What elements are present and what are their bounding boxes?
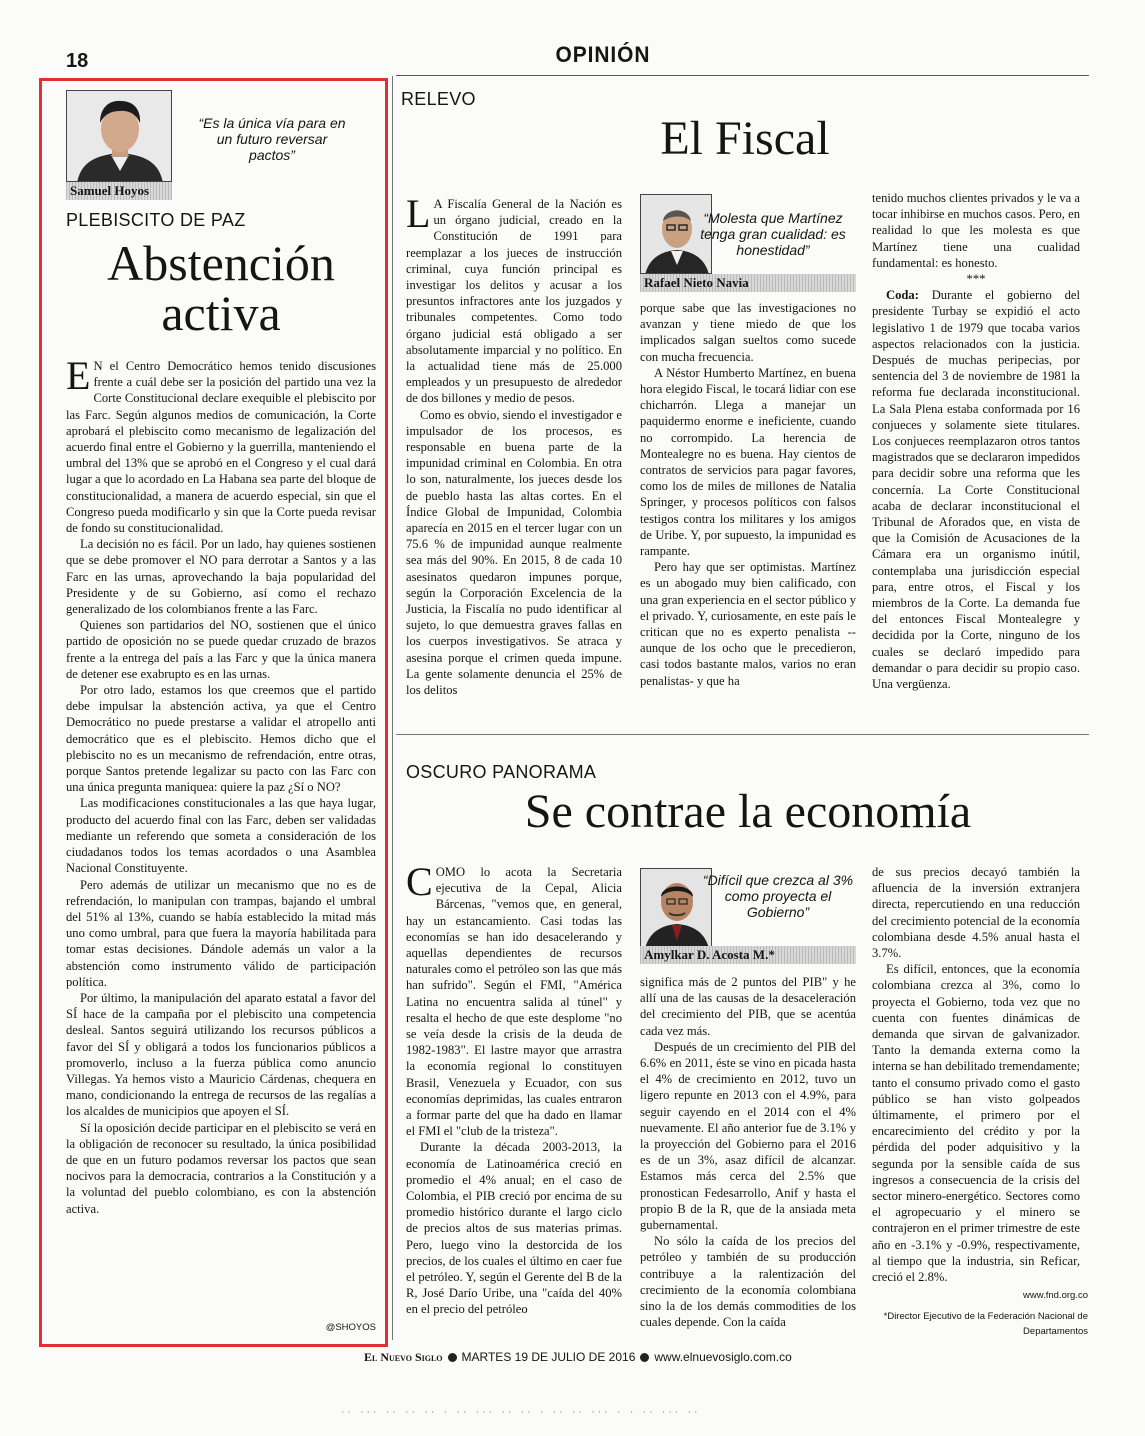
- kicker-plebiscito: PLEBISCITO DE PAZ: [66, 210, 246, 230]
- paragraph: Las modificaciones constitucionales a las que haya lugar, producto del acuerdo final con las Farc, deben ser validadas mediante un referendo que someta a consideración de los ciudadanos todos los temas acordados o una Asamblea Nacional Constituyente.: [66, 796, 376, 876]
- paragraph: Durante el gobierno del presidente Turbay se expidió el acto legislativo 1 de 1979 que tocaba varios aspectos relacionados con la justicia. Después de muchas peripecias, por sentencia del 3 de noviembre de 1981 la reforma fue declarada inconstitucional. La Sala Plena estaba conformada por 16 conjueces y solamente siete titulares. Los conjueces reemplazaron otros tantos magistrados que se declararon impedidos para decidir sobre una reforma que les concernía. La Corte Constitucional acaba de declarar inconstitucional el Tribunal de Aforados que, en vista de que la Comisión de Acusaciones de la Cámara era un organismo inútil, contemplaba una jurisdicción especial para, entre otros, el Fiscal y los miembros de la Corte. La demanda fue del entonces Fiscal Montealegre y decidida por la Corte, ninguno de los cuales se declaró impedido para demandar o para decidir su propio caso. Una vergüenza.: [872, 288, 1080, 692]
- paragraph: Quienes son partidarios del NO, sostienen que el único partido de oposición no se puede quedar cruzado de brazos frente a la entrega del país a las Farc y que la única manera de detener ese exabrupto es en las urnas.: [66, 618, 376, 681]
- fiscal-column-1: [406, 191, 622, 698]
- paragraph: Por último, la manipulación del aparato estatal a favor del SÍ hace de la campaña por el plebiscito una competencia desleal. Santos seguirá utilizando los recursos públicos a favor del SÍ y obligará a todos los funcionarios públicos a promoverlo, incluso a la fuerza pública como anuncio Villegas. Ya hemos visto a Mauricio Cárdenas, chequera en mano, condicionando la entrega de recursos de las regalías a los alcaldes de municipios que apoyen el SÍ.: [66, 990, 376, 1119]
- fiscal-column-3: [872, 190, 1080, 692]
- top-rule: [396, 75, 1089, 76]
- paragraph: Después de un crecimiento del PIB del 6.6% en 2011, éste se vino en picada hasta el 4% de crecimiento en 2012, tuvo un ligero repunte en 2013 con el 4.9%, para seguir cayendo en el 2014 con el 4% nuevamente. El año anterior fue de 3.1% y la proyección del Gobierno para el 2016 es de un 3%, asaz difícil de alcanzar. Estamos más cerca del 2.5% que pronostican Fedesarrollo, Anif y hasta el propio B de la R, que de la ansiada meta gubernamental.: [640, 1039, 856, 1233]
- column-divider: [392, 76, 393, 1340]
- kicker-relevo: RELEVO: [401, 89, 476, 109]
- headline-line-2: activa: [161, 285, 281, 341]
- footer-url[interactable]: www.elnuevosiglo.com.co: [654, 1350, 792, 1364]
- paragraph: Durante la década 2003-2013, la economía de Latinoamérica creció en promedio el 4% anual; en el caso de Colombia, el PIB creció por encima de su promedio histórico durante el largo ciclo de precios altos de sus materias primas. Pero, luego vino la destorcida de los precios, de los cuales el último en caer fue el petróleo. Y, según el Gerente del B de la R, José Darío Uribe, una "caída del 40% en el precio del petróleo: [406, 1140, 622, 1317]
- footnote-line-2: Departamentos: [1023, 1326, 1088, 1337]
- footer-date: MARTES 19 DE JULIO DE 2016: [461, 1350, 636, 1364]
- bullet-icon: [640, 1353, 649, 1362]
- dropcap: C: [406, 859, 433, 904]
- section-divider: [396, 734, 1089, 735]
- economy-column-1: [406, 859, 622, 1318]
- author-footnote: [860, 1309, 1088, 1339]
- economy-column-2: [640, 974, 856, 1330]
- paragraph: Como es obvio, siendo el investigador e impulsador de los procesos, es responsable en buena parte de la impunidad criminal en Colombia. En otra lo son, naturalmente, los jueces desde los de pueblo hasta las altas cortes. En el Índice Global de Impunidad, Colombia aparecía en 2015 en el tercer lugar con un 75.6 % de impunidad aunque realmente sea más del 90%. En 2015, 8 de cada 10 asesinatos quedaron impunes porque, según la Corporación Excelencia de la Justicia, la Fiscalía no pudo identificar al sujeto, lo que demuestra graves fallas en los cuerpos investigativos. Se atraca y asesina porque el crimen queda impune. La gente solamente denuncia el 25% de los delitos: [406, 407, 622, 698]
- page-footer: [364, 1350, 792, 1365]
- dropcap: E: [66, 353, 91, 398]
- article-body-hoyos: [66, 353, 376, 1217]
- paragraph: A Néstor Humberto Martínez, en buena hora elegido Fiscal, le tocará lidiar con ese chicharrón. Llega a manejar un paquidermo enorme e ineficiente, cuando no corrompido. La herencia de Montealegre no es buena. Hay cientos de contratos de servicios para pagar favores, como los de miles de millones de Natalia Springer, y procesos políticos con falsos testigos contra los militares y los amigos de Uribe. Y, por supuesto, la impunidad es rampante.: [640, 365, 856, 559]
- fiscal-column-2: [640, 300, 856, 689]
- paragraph: porque sabe que las investigaciones no avanzan y tiene miedo de que los implicados salgan sueltos como sucede con mucha frecuencia.: [640, 301, 856, 364]
- coda-label: Coda:: [886, 288, 919, 303]
- twitter-handle: @SHOYOS: [325, 1322, 376, 1333]
- author-label-hoyos: Samuel Hoyos: [66, 182, 172, 200]
- source-website: www.fnd.org.co: [1023, 1290, 1088, 1301]
- kicker-oscuro-panorama: OSCURO PANORAMA: [406, 762, 597, 782]
- headline-line-1: Abstención: [107, 235, 335, 291]
- paragraph: OMO lo acota la Secretaria ejecutiva de la Cepal, Alicia Bárcenas, "vemos que, en general, hay un estancamiento. Casi todas las economías se han ido desacelerando y aquellas dependientes de recursos naturales como el petróleo son las que más han sufrido". Según el FMI, "América Latina no encuentra salida al túnel" y resalta el hecho de que este desplome "no se veía desde la crisis de la deuda de 1982-1983". El lastre mayor que arrastra la economía regional lo constituyen Brasil, Venezuela y Ecuador, con sus economías deprimidas, las cuales entraron a formar parte del que ha dado en llamar el FMI el "club de la tristeza".: [406, 865, 622, 1139]
- paragraph: La decisión no es fácil. Por un lado, hay quienes sostienen que se debe promover el NO para derrotar a Santos y a las Farc en las urnas, aprovechando la baja popularidad del Presidente y de su Gobierno, así como el rechazo generalizado de los colombianos frente a las Farc.: [66, 537, 376, 617]
- paragraph: Pero además de utilizar un mecanismo que no es de refrendación, lo manipulan con trampas, bajando el umbral del 51% al 13%, cuando se había establecido la mitad más uno como umbral, para que fuera la mayoría habilitada para tomar estas decisiones. Dándole además un valor a la abstención como instrumento válido de participación política.: [66, 877, 376, 989]
- bullet-icon: [448, 1353, 457, 1362]
- headline-el-fiscal: El Fiscal: [660, 112, 830, 165]
- page-number: 18: [66, 50, 89, 72]
- pull-quote-hoyos: “Es la única vía para en un futuro reversar pactos”: [198, 115, 346, 164]
- scan-bleed-through: ·· ··· ·· ·· ·· · ·· ··· ·· ·· · ·· ·· ··· · · ·· ··· ··: [340, 1408, 700, 1418]
- paragraph: Sí la oposición decide participar en el plebiscito se verá en la obligación de reconocer su resultado, la única posibilidad de que en un futuro podamos reversar los pactos que sean nocivos para la democracia, contrarios a la Constitución y a la voluntad del pueblo colombiano, es con la abstención activa.: [66, 1120, 376, 1216]
- paragraph: significa más de 2 puntos del PIB" y he allí una de las causas de la desaceleración del crecimiento del PIB, que se acentúa cada vez más.: [640, 975, 856, 1038]
- paragraph: Es difícil, entonces, que la economía colombiana crezca al 3%, como lo proyecta el Gobierno, toda vez que no cuenta con fuentes dinámicas de demanda que sirvan de galvanizador. Tanto la demanda externa como la interna se han debilitado tremendamente; tanto el consumo privado como el gasto público se han visto golpeados últimamente, el primero por el encarecimiento del crédito y por la pérdida del poder adquisitivo y la segunda por la sensible caída de sus ingresos a consecuencia de la crisis del sector minero-energético. Sectores como el agropecuario y el minero se contrajeron en el primer trimestre de este año en -3.1% y -0.9%, respectivamente, al tiempo que la industria, sin Reficar, creció el 2.8%.: [872, 962, 1080, 1285]
- author-photo-hoyos: [66, 90, 172, 182]
- section-title: OPINIÓN: [555, 42, 651, 67]
- paragraph: N el Centro Democrático hemos tenido discusiones frente a cuál debe ser la posición del partido una vez la Corte Constitucional declare exequible el plebiscito por las Farc. Según algunos medios de comunicación, la Corte aprobará el plebiscito como mecanismo de legalización del acuerdo final entre el Gobierno y la guerrilla, manteniendo el umbral del 13% que se aprobó en el Congreso y el cual dará lugar a que lo acordado en La Habana sea parte del bloque de constitucionalidad, a manera de acuerdo especial, sin que el Congreso pueda modificarlo y sin que la Corte pueda revisar de fondo su constitucionalidad.: [66, 359, 376, 536]
- paragraph: de sus precios decayó también la afluencia de la inversión extranjera directa, repercutiendo en una reducción del crecimiento potencial de la economía colombiana desde 4.5% anual hasta el 3.7%.: [872, 865, 1080, 961]
- economy-column-3: [872, 864, 1080, 1285]
- headline-abstencion: [66, 235, 376, 341]
- newspaper-brand: El Nuevo Siglo: [364, 1350, 443, 1364]
- footnote-line-1: *Director Ejecutivo de la Federación Nacional de: [883, 1311, 1088, 1322]
- author-label-nieto: Rafael Nieto Navia: [640, 274, 856, 292]
- paragraph: No sólo la caída de los precios del petróleo y también de su producción contribuye a la ralentización del crecimiento de la economía colombiana sino la de los demás commodities de los cuales depende. Con la caída: [640, 1234, 856, 1330]
- paragraph: A Fiscalía General de la Nación es un órgano judicial, creado en la Constitución de 1991 para reemplazar a los jueces de instrucción criminal, cuya función principal es investigar los delitos y acusar a los presuntos infractores ante los juzgados y tribunales competentes. Como todo órgano judicial está obligado a ser absolutamente imparcial y no político. En la actualidad tiene más de 25.000 empleados y un presupuesto de alrededor de dos billones y medio de pesos.: [406, 197, 622, 406]
- paragraph: Por otro lado, estamos los que creemos que el partido debe impulsar la abstención activa, ya que el Centro Democrático no puede prestarse a validar el atropello anti democrático que es el plebiscito. Hemos dicho que el plebiscito no es un mecanismo de refrendación, entre otras, porque Santos pretende legalizar su pacto con las Farc con una única pregunta maniquea: quiere la paz ¿Sí o NO?: [66, 683, 376, 795]
- dropcap: L: [406, 191, 431, 236]
- pull-quote-nieto: “Molesta que Martínez tenga gran cualidad: es honestidad”: [700, 210, 846, 259]
- separator-stars: ***: [966, 272, 986, 287]
- paragraph: Pero hay que ser optimistas. Martínez es un abogado muy bien calificado, con una gran experiencia en el sector público y el privado. Y, curiosamente, en este país le critican que no es experto penalista --aunque de los ocho que le precedieron, casi todos bastante malos, varios no eran penalistas- y que ha: [640, 560, 856, 688]
- headline-se-contrae: Se contrae la economía: [524, 785, 972, 838]
- paragraph: tenido muchos clientes privados y le va a tocar inhibirse en muchos casos. Pero, en realidad lo que les molesta es que Martínez tiene una cualidad fundamental: es honesto.: [872, 191, 1080, 270]
- author-label-acosta: Amylkar D. Acosta M.*: [640, 946, 856, 964]
- pull-quote-acosta: “Difícil que crezca al 3% como proyecta el Gobierno”: [702, 872, 854, 921]
